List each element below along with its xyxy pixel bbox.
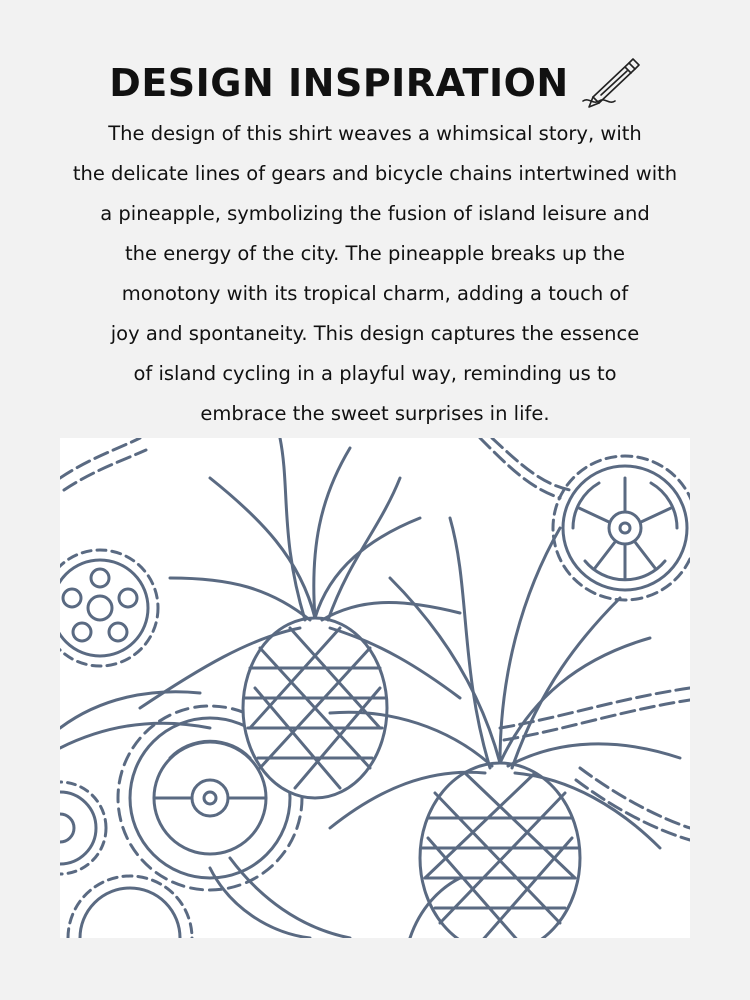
- gear-left: [60, 550, 158, 666]
- description-line: The design of this shirt weaves a whimsical story, with: [108, 122, 642, 145]
- page-title: DESIGN INSPIRATION: [109, 61, 569, 105]
- gear-bottom-far-left: [60, 782, 106, 874]
- description-line: the energy of the city. The pineapple breaks up the: [125, 242, 625, 265]
- pen-writing-icon: [579, 57, 641, 109]
- description-line: embrace the sweet surprises in life.: [200, 402, 550, 425]
- header: [0, 55, 750, 111]
- description-line: a pineapple, symbolizing the fusion of island leisure and: [100, 202, 650, 225]
- description-line: of island cycling in a playful way, reminding us to: [133, 362, 617, 385]
- description-line: the delicate lines of gears and bicycle chains intertwined with: [72, 162, 678, 185]
- description-line: monotony with its tropical charm, adding a touch of: [121, 282, 629, 305]
- gear-bottom: [68, 876, 192, 938]
- bicycle-chain-top: [480, 438, 570, 498]
- gear-top-right: [553, 456, 690, 600]
- bicycle-chain-top-left: [60, 438, 146, 490]
- pineapple-gear-artwork: [60, 438, 690, 938]
- artwork-illustration: [60, 438, 690, 938]
- design-description: [50, 114, 700, 434]
- description-line: joy and spontaneity. This design captures the essence: [110, 322, 640, 345]
